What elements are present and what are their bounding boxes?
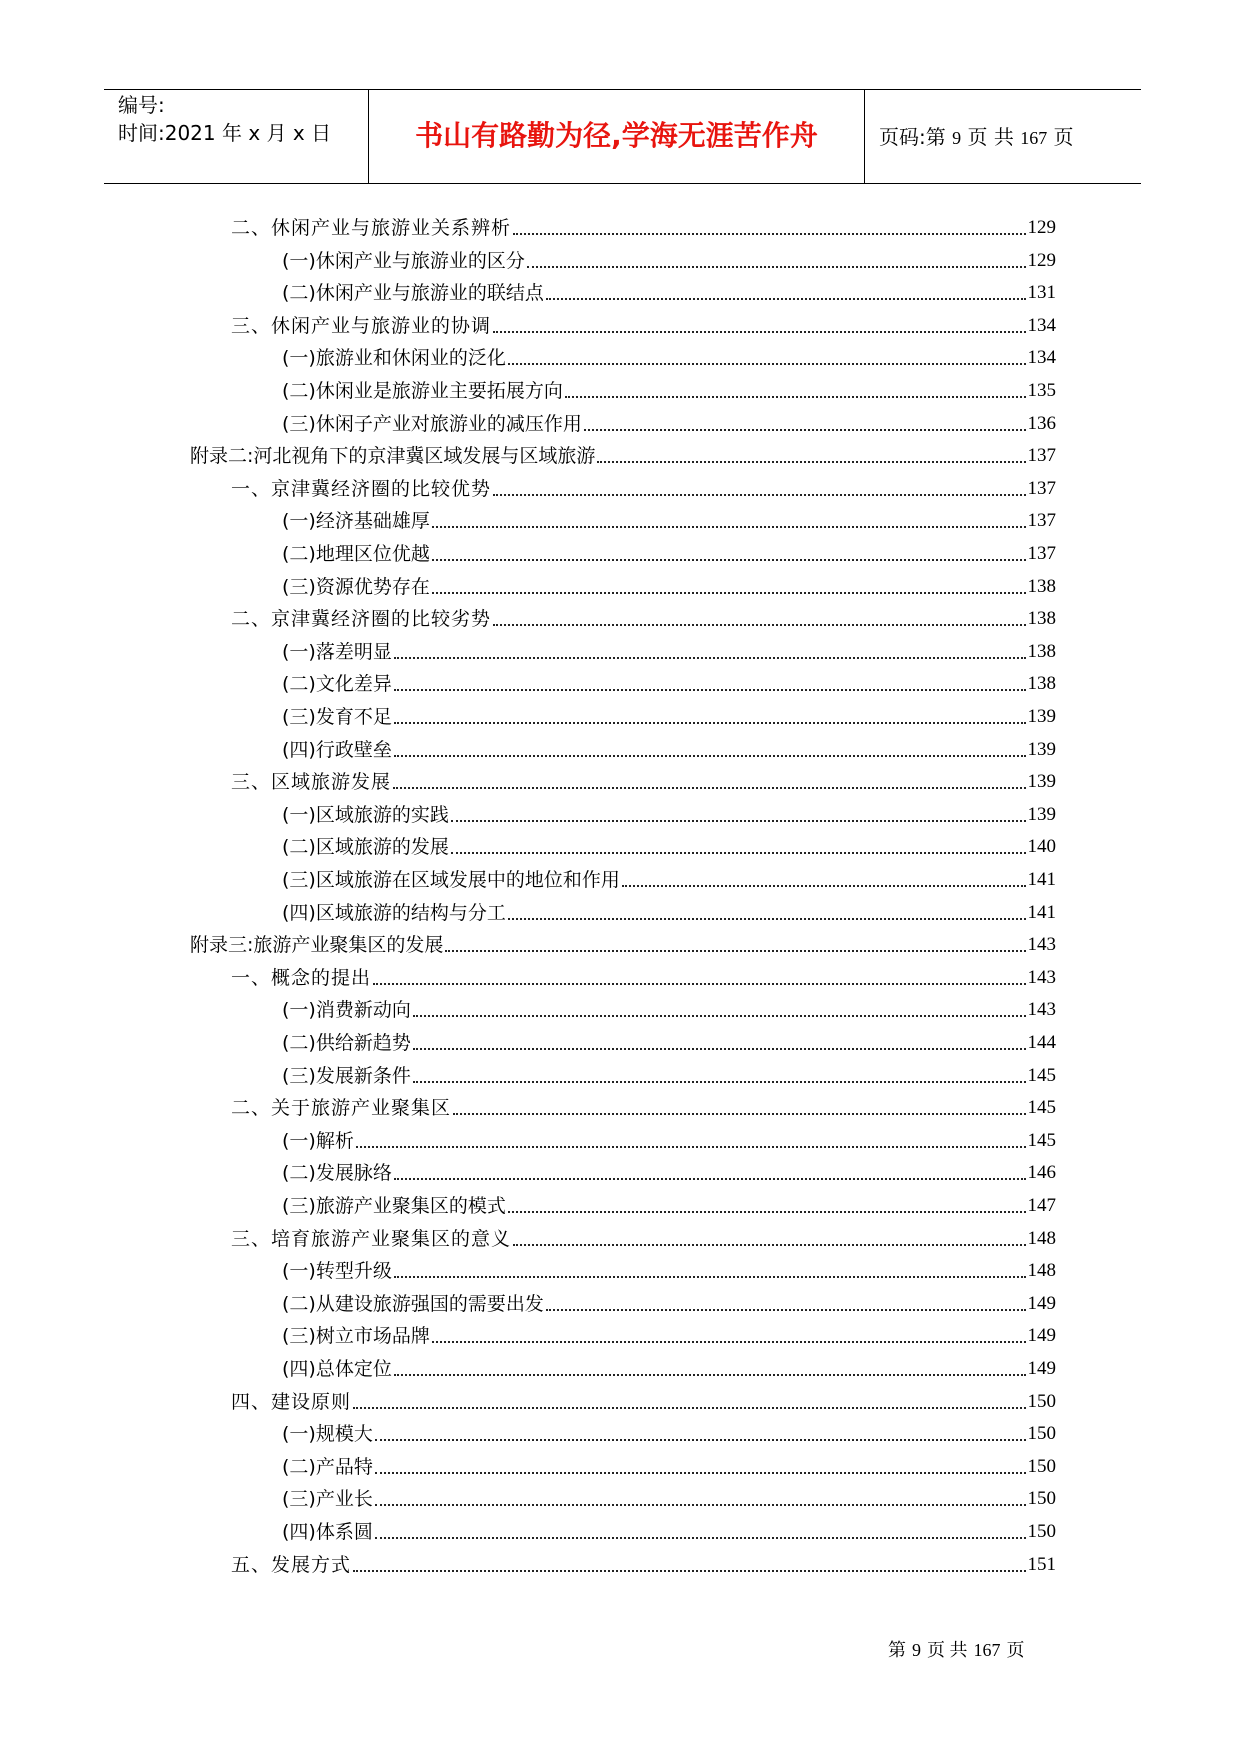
toc-leader-dots [451, 852, 1026, 854]
toc-entry-page: 141 [1027, 901, 1056, 923]
page-code-total: 167 [1020, 128, 1048, 148]
header-pagecode-cell [865, 90, 1141, 183]
toc-entry-page: 136 [1027, 412, 1056, 434]
footer-page-num: 9 [912, 1640, 921, 1660]
toc-entry-page: 151 [1027, 1553, 1056, 1575]
page-code-mid: 页 共 [967, 125, 1014, 149]
toc-entry[interactable] [282, 1158, 1056, 1186]
toc-leader-dots [451, 820, 1026, 822]
toc-entry[interactable] [282, 800, 1056, 828]
toc-entry-page: 146 [1027, 1162, 1056, 1184]
footer-prefix: 第 [888, 1640, 906, 1660]
toc-entry-page: 147 [1027, 1195, 1056, 1216]
toc-entry[interactable] [282, 1126, 1056, 1154]
toc-leader-dots [394, 722, 1026, 724]
toc-entry-page: 138 [1027, 673, 1056, 695]
toc-entry-label: (二)休闲业是旅游业主要拓展方向 [282, 380, 563, 402]
toc-leader-dots [445, 950, 1025, 952]
toc-entry-label: 二、关于旅游产业聚集区 [231, 1097, 452, 1120]
toc-leader-dots [432, 1341, 1026, 1343]
toc-entry-label: 一、概念的提出 [231, 966, 372, 989]
toc-entry-label: 二、休闲产业与旅游业关系辨析 [231, 217, 512, 239]
toc-leader-dots [453, 1113, 1025, 1115]
page-code [879, 125, 1074, 150]
toc-entry-label: (一)落差明显 [282, 640, 392, 663]
toc-leader-dots [394, 657, 1026, 659]
toc-leader-dots [508, 363, 1026, 365]
header-motto-cell [369, 90, 865, 183]
toc-entry-label: 附录二:河北视角下的京津冀区域发展与区域旅游 [190, 445, 596, 468]
toc-leader-dots [513, 233, 1025, 235]
toc-leader-dots [432, 526, 1026, 528]
toc-leader-dots [546, 1309, 1026, 1311]
toc-entry-label: 一、京津冀经济圈的比较优势 [231, 477, 492, 500]
toc-entry-label: (四)行政壁垒 [282, 738, 392, 761]
motto: 书山有路勤为径,学海无涯苦作舟 [415, 119, 818, 152]
toc-leader-dots [493, 494, 1025, 496]
toc-entry-page: 129 [1027, 217, 1056, 238]
toc-entry-page: 138 [1027, 575, 1056, 597]
toc-entry[interactable] [282, 865, 1056, 893]
toc-leader-dots [375, 1504, 1026, 1506]
toc-entry[interactable] [282, 1061, 1056, 1089]
toc-leader-dots [394, 1276, 1026, 1278]
toc-entry-page: 140 [1027, 836, 1056, 858]
toc-entry[interactable] [282, 1191, 1056, 1219]
toc-leader-dots [394, 755, 1026, 757]
toc-leader-dots [432, 592, 1026, 594]
toc-entry-label: 四、建设原则 [231, 1390, 352, 1413]
toc-entry[interactable] [282, 278, 1056, 306]
toc-entry-label: (一)经济基础雄厚 [282, 510, 430, 533]
toc-leader-dots [508, 1211, 1026, 1213]
toc-entry-label: (二)文化差异 [282, 673, 392, 696]
toc-entry-page: 143 [1027, 934, 1056, 956]
toc-entry-label: 三、休闲产业与旅游业的协调 [231, 314, 492, 337]
toc-entry[interactable] [190, 930, 1056, 958]
toc-leader-dots [356, 1146, 1026, 1148]
page-footer [888, 1639, 1031, 1661]
toc-entry-page: 150 [1027, 1488, 1056, 1510]
toc-entry[interactable] [282, 1452, 1056, 1480]
toc-leader-dots [413, 1081, 1026, 1083]
toc-entry-label: (二)区域旅游的发展 [282, 836, 449, 859]
toc-entry-page: 141 [1027, 869, 1056, 890]
toc-leader-dots [413, 1048, 1026, 1050]
toc-leader-dots [375, 1439, 1026, 1441]
toc-entry-page: 148 [1027, 1227, 1056, 1249]
toc-leader-dots [584, 429, 1026, 431]
toc-leader-dots [565, 396, 1026, 398]
toc-entry[interactable] [282, 1256, 1056, 1284]
toc-entry-label: (三)休闲子产业对旅游业的减压作用 [282, 412, 582, 435]
toc-entry-label: (二)产品特 [282, 1455, 373, 1478]
toc-entry-page: 135 [1027, 380, 1056, 401]
toc-entry-label: (一)转型升级 [282, 1260, 392, 1283]
toc-entry[interactable] [231, 1224, 1056, 1252]
toc-leader-dots [597, 461, 1025, 463]
toc-entry-page: 150 [1027, 1423, 1056, 1445]
toc-entry[interactable] [231, 311, 1056, 339]
toc-entry-label: 二、京津冀经济圈的比较劣势 [231, 608, 492, 631]
toc-entry-page: 145 [1027, 1129, 1056, 1151]
toc-entry-label: (三)发育不足 [282, 706, 392, 728]
toc-entry-label: (三)发展新条件 [282, 1064, 411, 1087]
toc-entry[interactable] [282, 669, 1056, 697]
toc-entry-label: (一)解析 [282, 1129, 354, 1152]
page-code-prefix: 页码:第 [879, 125, 946, 149]
toc-entry-page: 150 [1027, 1455, 1056, 1477]
toc-entry[interactable] [282, 409, 1056, 437]
toc-leader-dots [394, 1178, 1026, 1180]
toc-entry-page: 137 [1027, 445, 1056, 467]
toc-entry-label: (二)地理区位优越 [282, 543, 430, 565]
toc-entry-label: (三)树立市场品牌 [282, 1325, 430, 1348]
toc-entry[interactable] [282, 343, 1056, 371]
toc-entry-page: 150 [1027, 1390, 1056, 1412]
toc-leader-dots [394, 1374, 1026, 1376]
toc-entry[interactable] [282, 1484, 1056, 1512]
toc-entry-page: 139 [1027, 771, 1056, 793]
toc-entry[interactable] [282, 246, 1056, 274]
toc-entry-page: 138 [1027, 608, 1056, 630]
toc-leader-dots [353, 1570, 1025, 1572]
toc-entry-page: 134 [1027, 347, 1056, 369]
toc-entry[interactable] [282, 898, 1056, 926]
page-code-suffix: 页 [1053, 125, 1074, 149]
toc-entry-page: 129 [1027, 249, 1056, 271]
toc-leader-dots [394, 689, 1026, 691]
toc-entry-label: 三、区域旅游发展 [231, 771, 392, 794]
toc-leader-dots [513, 1244, 1025, 1246]
toc-entry-page: 144 [1027, 1032, 1056, 1053]
page-header [104, 89, 1141, 184]
toc-entry[interactable] [190, 441, 1056, 469]
toc-leader-dots [413, 1015, 1026, 1017]
toc-entry-label: (二)从建设旅游强国的需要出发 [282, 1292, 544, 1315]
toc-entry-page: 138 [1027, 640, 1056, 662]
toc-entry-label: (三)资源优势存在 [282, 575, 430, 598]
toc-entry-page: 149 [1027, 1325, 1056, 1347]
toc-leader-dots [375, 1472, 1026, 1474]
toc-entry[interactable] [231, 1093, 1056, 1121]
toc-entry-label: (二)休闲产业与旅游业的联结点 [282, 282, 544, 305]
toc-entry-page: 143 [1027, 966, 1056, 988]
toc-entry[interactable] [282, 1028, 1056, 1056]
toc-entry-page: 145 [1027, 1064, 1056, 1086]
toc-entry-label: (三)区域旅游在区域发展中的地位和作用 [282, 869, 620, 891]
toc-entry[interactable] [282, 1354, 1056, 1382]
toc-entry[interactable] [231, 604, 1056, 632]
serial-label: 编号: [118, 93, 165, 117]
footer-total: 167 [973, 1640, 1001, 1660]
toc-entry-page: 139 [1027, 803, 1056, 825]
toc-entry[interactable] [231, 963, 1056, 991]
toc-entry-page: 148 [1027, 1260, 1056, 1282]
toc-entry-label: 附录三:旅游产业聚集区的发展 [190, 934, 444, 957]
toc-entry-label: 五、发展方式 [231, 1553, 352, 1576]
toc-entry-label: (四)总体定位 [282, 1358, 392, 1380]
toc-entry[interactable] [282, 1289, 1056, 1317]
toc-leader-dots [432, 559, 1026, 561]
time-label: 时间:2021 年 x 月 x 日 [118, 121, 332, 145]
toc-entry-page: 145 [1027, 1097, 1056, 1119]
page-code-num: 9 [952, 128, 962, 148]
toc-entry-label: (一)规模大 [282, 1423, 373, 1446]
toc-entry[interactable] [231, 767, 1056, 795]
toc-entry[interactable] [282, 506, 1056, 534]
toc-leader-dots [546, 298, 1026, 300]
toc-entry-label: (二)发展脉络 [282, 1162, 392, 1185]
toc-entry[interactable] [282, 832, 1056, 860]
toc-entry-page: 137 [1027, 477, 1056, 499]
toc-entry[interactable] [282, 376, 1056, 404]
toc-entry-label: (三)产业长 [282, 1488, 373, 1511]
toc-leader-dots [373, 983, 1025, 985]
toc-entry[interactable] [282, 572, 1056, 600]
toc-entry[interactable] [282, 1419, 1056, 1447]
header-info-cell [104, 90, 369, 183]
toc-leader-dots [375, 1537, 1026, 1539]
toc-entry-label: (三)旅游产业聚集区的模式 [282, 1195, 506, 1217]
toc-entry-label: (一)区域旅游的实践 [282, 803, 449, 826]
toc-entry[interactable] [231, 1387, 1056, 1415]
toc-leader-dots [493, 624, 1025, 626]
toc-entry[interactable] [282, 637, 1056, 665]
toc-entry-page: 149 [1027, 1292, 1056, 1314]
footer-suffix: 页 [1006, 1640, 1025, 1660]
toc-entry[interactable] [282, 1517, 1056, 1545]
toc-entry[interactable] [282, 995, 1056, 1023]
toc-leader-dots [527, 266, 1026, 268]
toc-leader-dots [353, 1407, 1025, 1409]
toc-entry-label: (四)体系圆 [282, 1521, 373, 1543]
toc-entry[interactable] [282, 539, 1056, 567]
toc-entry[interactable] [231, 1550, 1056, 1578]
toc-entry-label: (一)消费新动向 [282, 999, 411, 1022]
toc-entry-label: (一)休闲产业与旅游业的区分 [282, 249, 525, 272]
toc-entry[interactable] [282, 735, 1056, 763]
toc-leader-dots [508, 918, 1026, 920]
toc-entry-page: 150 [1027, 1521, 1056, 1542]
toc-entry-page: 137 [1027, 543, 1056, 564]
toc-entry-label: (四)区域旅游的结构与分工 [282, 901, 506, 924]
toc-entry-page: 131 [1027, 282, 1056, 304]
toc-entry-label: (二)供给新趋势 [282, 1032, 411, 1054]
toc-entry-page: 139 [1027, 738, 1056, 760]
toc-entry-page: 149 [1027, 1358, 1056, 1379]
toc-entry-page: 134 [1027, 314, 1056, 336]
toc-leader-dots [493, 331, 1025, 333]
toc-entry[interactable] [282, 702, 1056, 730]
footer-mid: 页 共 [927, 1640, 968, 1660]
toc-entry-page: 143 [1027, 999, 1056, 1021]
toc-entry[interactable] [282, 1321, 1056, 1349]
toc-entry-label: (一)旅游业和休闲业的泛化 [282, 347, 506, 370]
toc-entry-label: 三、培育旅游产业聚集区的意义 [231, 1227, 512, 1250]
toc-leader-dots [393, 787, 1025, 789]
toc-entry[interactable] [231, 213, 1056, 241]
toc-entry[interactable] [231, 474, 1056, 502]
toc-leader-dots [622, 885, 1026, 887]
toc-entry-page: 137 [1027, 510, 1056, 532]
toc-entry-page: 139 [1027, 706, 1056, 727]
